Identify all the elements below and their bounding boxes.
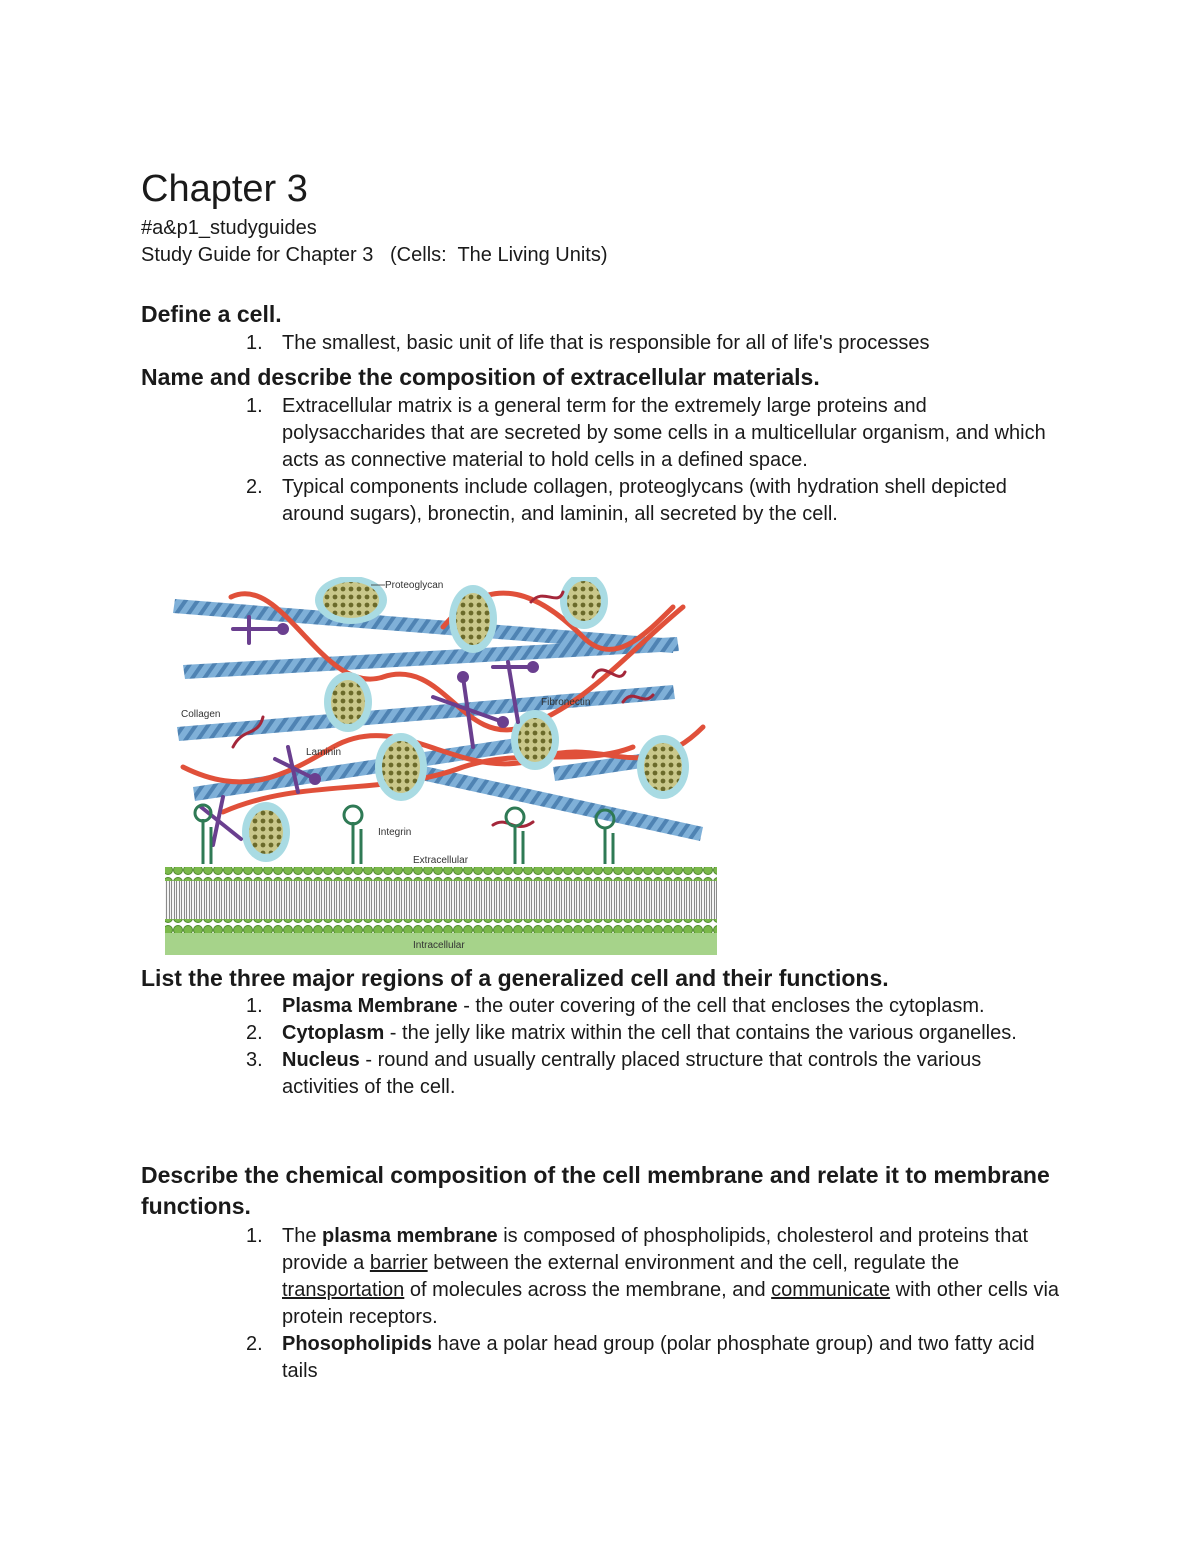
list-number: 2. xyxy=(246,476,263,498)
list-item xyxy=(141,330,1061,357)
list-item xyxy=(141,1020,1061,1047)
list-number: 1. xyxy=(246,332,263,354)
definition: have a polar head group (polar phosphate group) and two fatty acid tails xyxy=(282,1333,1035,1382)
label-fibronectin: Fibronectin xyxy=(541,697,591,708)
text-run: The xyxy=(282,1225,323,1247)
list-number: 2. xyxy=(246,1022,263,1044)
definition: - the outer covering of the cell that encloses the cytoplasm. xyxy=(457,995,985,1017)
list-item xyxy=(141,1331,1061,1385)
section-heading-cell-regions: List the three major regions of a generalized cell and their functions. xyxy=(141,965,889,991)
list-text xyxy=(282,1331,1061,1385)
underlined-transportation: transportation xyxy=(282,1279,405,1301)
label-proteoglycan: Proteoglycan xyxy=(385,580,444,591)
list-text xyxy=(282,1047,1061,1101)
label-integrin: Integrin xyxy=(378,827,412,838)
term-cytoplasm: Cytoplasm xyxy=(282,1022,385,1044)
text-run: between the external environment and the cell, regulate the xyxy=(427,1252,960,1274)
term-phospholipids: Phosopholipids xyxy=(282,1333,432,1355)
list-number: 1. xyxy=(246,1225,263,1247)
extracellular-matrix-figure xyxy=(163,577,717,955)
subtitle: Study Guide for Chapter 3 (Cells: The Living Units) xyxy=(141,244,608,266)
list-number: 2. xyxy=(246,1333,263,1355)
hashtag: #a&p1_studyguides xyxy=(141,217,317,239)
definition: - round and usually centrally placed structure that controls the various activities of the cell. xyxy=(282,1049,982,1098)
label-extracellular: Extracellular xyxy=(413,855,469,866)
list-item xyxy=(141,474,1061,528)
text-run: with other cells via protein receptors. xyxy=(282,1279,1060,1328)
list-number: 3. xyxy=(246,1049,263,1071)
list-number: 1. xyxy=(246,995,263,1017)
label-intracellular: Intracellular xyxy=(413,940,465,951)
list-text xyxy=(282,1223,1061,1331)
list-text xyxy=(282,1020,1061,1047)
list-item xyxy=(141,993,1061,1020)
list-text: Typical components include collagen, proteoglycans (with hydration shell depicted around sugars), bronectin, and laminin, all secreted by the cell. xyxy=(282,476,1007,525)
text-run: of molecules across the membrane, and xyxy=(404,1279,772,1301)
list-membrane-composition xyxy=(141,1223,1061,1385)
underlined-barrier: barrier xyxy=(369,1252,428,1274)
list-item xyxy=(141,393,1061,474)
label-collagen: Collagen xyxy=(181,709,221,720)
text-run: is composed of phospholipids, cholesterol and proteins that provide a xyxy=(282,1225,1028,1274)
definition: - the jelly like matrix within the cell that contains the various organelles. xyxy=(384,1022,1017,1044)
section-heading-membrane-composition: Describe the chemical composition of the cell membrane and relate it to membrane functions. xyxy=(141,1162,1050,1219)
section-heading-define-cell: Define a cell. xyxy=(141,301,282,327)
list-text: The smallest, basic unit of life that is responsible for all of life's processes xyxy=(282,332,930,354)
page-title: Chapter 3 xyxy=(141,168,308,210)
section-heading-extracellular: Name and describe the composition of extracellular materials. xyxy=(141,364,820,390)
list-number: 1. xyxy=(246,395,263,417)
term-plasma-membrane: plasma membrane xyxy=(322,1225,498,1247)
list-extracellular xyxy=(141,393,1061,528)
list-text xyxy=(282,993,1061,1020)
collagen-fibers xyxy=(173,599,703,841)
list-text: Extracellular matrix is a general term for the extremely large proteins and polysaccharides that are secreted by some cells in a multicellular organism, and which acts as connective material to hold cells in a defined space. xyxy=(282,395,1046,471)
term-plasma-membrane: Plasma Membrane xyxy=(282,995,458,1017)
list-define-cell xyxy=(141,330,1061,357)
list-cell-regions xyxy=(141,993,1061,1101)
list-item xyxy=(141,1047,1061,1101)
list-item xyxy=(141,1223,1061,1331)
underlined-communicate: communicate xyxy=(771,1279,891,1301)
label-laminin: Laminin xyxy=(306,747,342,758)
term-nucleus: Nucleus xyxy=(282,1049,360,1071)
